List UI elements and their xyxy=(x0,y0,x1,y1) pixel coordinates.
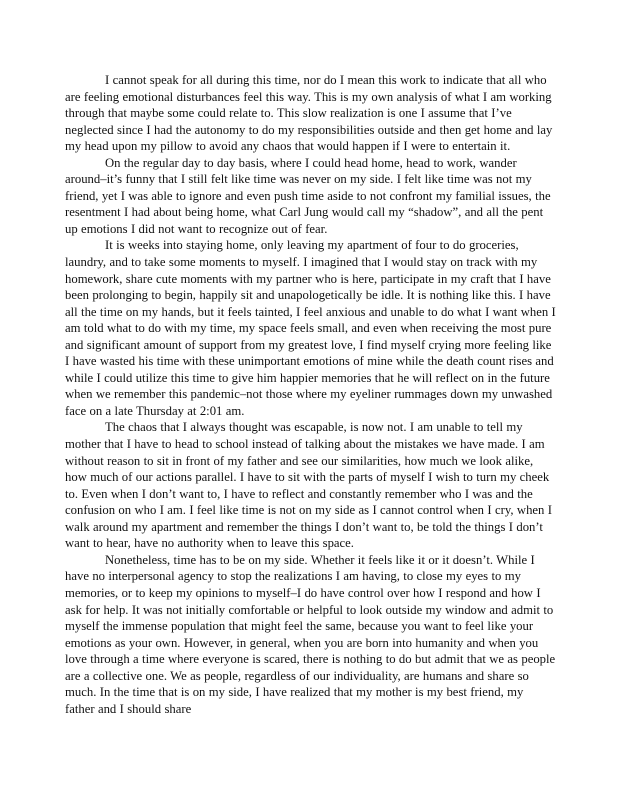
paragraph: The chaos that I always thought was escapable, is now not. I am unable to tell my mother that I have to head to school instead of talking about the mistakes we have made. I am without reason to sit in front of my father and see our similarities, how much we look alike, how much of our actions parallel. I have to sit with the parts of myself I wish to turn my cheek to. Even when I don’t want to, I have to reflect and constantly remember who I was and the confusion on who I am. I feel like time is not on my side as I cannot control when I cry, when I walk around my apartment and remember the things I don’t want to, be told the things I don’t want to hear, have no authority when to leave this space. xyxy=(65,420,552,551)
paragraph: I cannot speak for all during this time, nor do I mean this work to indicate that all who are feeling emotional disturbances feel this way. This is my own analysis of what I am working through that maybe some could relate to. This slow realization is one I assume that I’ve neglected since I had the autonomy to do my responsibilities outside and then get home and lay my head upon my pillow to avoid any chaos that would happen if I were to entertain it. xyxy=(65,73,553,154)
paragraph: On the regular day to day basis, where I could head home, head to work, wander around–it’s funny that I still felt like time was never on my side. I felt like time was not my friend, yet I was able to ignore and even push time aside to not confront my familial issues, the resentment I had about being home, what Carl Jung would call my “shadow”, and all the pent up emotions I did not want to recognize out of fear. xyxy=(65,155,551,236)
paragraph: It is weeks into staying home, only leaving my apartment of four to do groceries, laundry, and to take some moments to myself. I imagined that I would stay on track with my homework, share cute moments with my partner who is here, participate in my craft that I have been prolonging to begin, happily sit and unapologetically be idle. It is nothing like this. I have all the time on my hands, but it feels tainted, I feel anxious and unable to do what I want when I am told what to do with my time, my space feels small, and even when receiving the most pure and significant amount of support from my greatest love, I find myself crying more feeling like I have wasted his time with these unimportant emotions of mine while the death count rises and while I could utilize this time to give him happier memories that he will reflect on in the future when we remember this pandemic–not those where my eyeliner rummages down my unwashed face on a late Thursday at 2:01 am. xyxy=(65,238,556,418)
paragraph: Nonetheless, time has to be on my side. Whether it feels like it or it doesn’t. While I have no interpersonal agency to stop the realizations I am having, to close my eyes to my memories, or to keep my opinions to myself–I do have control over how I respond and how I ask for help. It was not initially comfortable or helpful to look outside my window and admit to myself the immense population that might feel the same, because you want to feel like your emotions as your own. However, in general, when you are born into humanity and when you love through a time where everyone is scared, there is nothing to do but admit that we as people are a collective one. We as people, regardless of our individuality, are humans and share so much. In the time that is on my side, I have realized that my mother is my best friend, my father and I should share xyxy=(65,552,556,716)
